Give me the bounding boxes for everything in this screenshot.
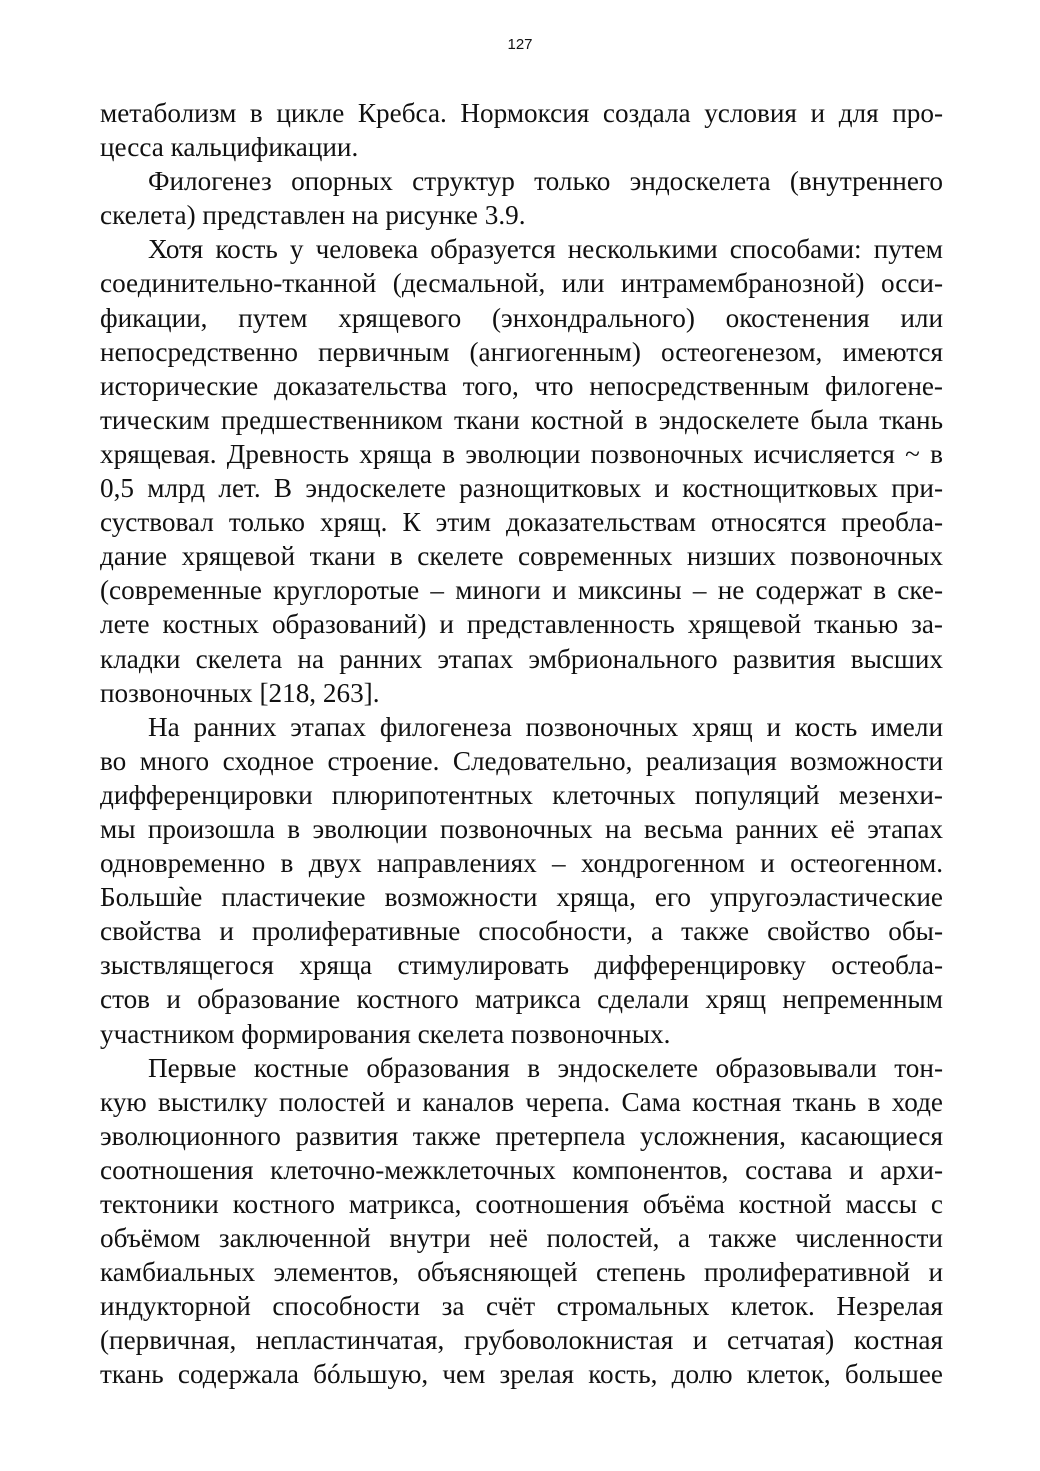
text-line: фикации, путем хрящевого (энхондрального) окостенения или (100, 302, 943, 333)
text-line: (первичная, непластинчатая, грубоволокнистая и сетчатая) костная (100, 1325, 943, 1356)
text-line: цесса кальцификации. (100, 132, 359, 163)
text-line: соединительно-тканной (десмальной, или интрамембранозной) осси- (100, 268, 943, 299)
text-line: хрящевая. Древность хряща в эволюции позвоночных исчисляется ~ в (100, 438, 943, 469)
text-line: (современные круглоротые – миноги и миксины – не содержат в ске- (100, 575, 943, 606)
page-number: 127 (507, 36, 533, 53)
text-line: тектоники костного матрикса, соотношения объёма костной массы с (100, 1189, 943, 1219)
text-line: Хотя кость у человека образуется несколькими способами: путем (148, 234, 943, 265)
text-line: метаболизм в цикле Кребса. Нормоксия создала условия и для про- (100, 98, 943, 128)
paragraph (100, 710, 943, 1051)
text-line: суствовал только хрящ. К этим доказательствам относятся преобла- (100, 507, 943, 538)
text-line: дание хрящевой ткани в скелете современных низших позвоночных (100, 541, 943, 572)
text-line: ткань содержала бóльшую, чем зрелая кость, долю клеток, большее (100, 1359, 943, 1390)
text-line: одновременно в двух направлениях – хондрогенном и остеогенном. (100, 848, 943, 879)
text-line: непосредственно первичным (ангиогенным) остеогенезом, имеются (100, 336, 943, 367)
text-line: мы произошла в эволюции позвоночных на весьма ранних её этапах (100, 813, 943, 844)
text-line: позвоночных [218, 263]. (100, 677, 380, 708)
text-line: тическим предшественником ткани костной в эндоскелете была ткань (100, 404, 943, 435)
text-line: индукторной способности за счёт стромальных клеток. Незрелая (100, 1291, 943, 1322)
text-line: лете костных образований) и представленность хрящевой тканью за- (100, 609, 943, 640)
text-line: На ранних этапах филогенеза позвоночных хрящ и кость имели (148, 711, 943, 742)
text-line: Филогенез опорных структур только эндоскелета (внутреннего (148, 166, 943, 197)
text-line: соотношения клеточно-межклеточных компонентов, состава и архи- (100, 1154, 943, 1185)
paragraph (100, 164, 943, 232)
text-line: дифференцировки плюрипотентных клеточных популяций мезенхи- (100, 779, 943, 810)
text-line: участником формирования скелета позвоночных. (100, 1018, 671, 1049)
paragraph (100, 232, 943, 709)
text-line: исторические доказательства того, что непосредственным филогене- (100, 370, 943, 401)
text-line: кую выстилку полостей и каналов черепа. Сама костная ткань в ходе (100, 1086, 943, 1117)
text-line: свойства и пролиферативные способности, а также свойство обы- (100, 916, 943, 947)
text-line: кладки скелета на ранних этапах эмбрионального развития высших (100, 643, 943, 674)
text-line: Первые костные образования в эндоскелете образовывали тон- (148, 1052, 943, 1083)
text-line: эволюционного развития также претерпела усложнения, касающиеся (100, 1120, 943, 1151)
text-line: зыствлящегося хряща стимулировать дифференцировку остеобла- (100, 950, 943, 981)
text-line: во много сходное строение. Следовательно, реализация возможности (100, 745, 943, 776)
text-line: скелета) представлен на рисунке 3.9. (100, 200, 526, 231)
body-text (100, 96, 943, 1392)
text-line: стов и образование костного матрикса сделали хрящ непременным (100, 984, 943, 1015)
text-line: Большѝе пластичекие возможности хряща, его упругоэластические (100, 882, 943, 913)
text-line: камбиальных элементов, объясняющей степень пролиферативной и (100, 1257, 943, 1288)
text-line: 0,5 млрд лет. В эндоскелете разнощитковых и костнощитковых при- (100, 473, 943, 504)
text-line: объёмом заключенной внутри неё полостей, а также численности (100, 1223, 943, 1254)
paragraph (100, 1051, 943, 1392)
paragraph (100, 96, 943, 164)
